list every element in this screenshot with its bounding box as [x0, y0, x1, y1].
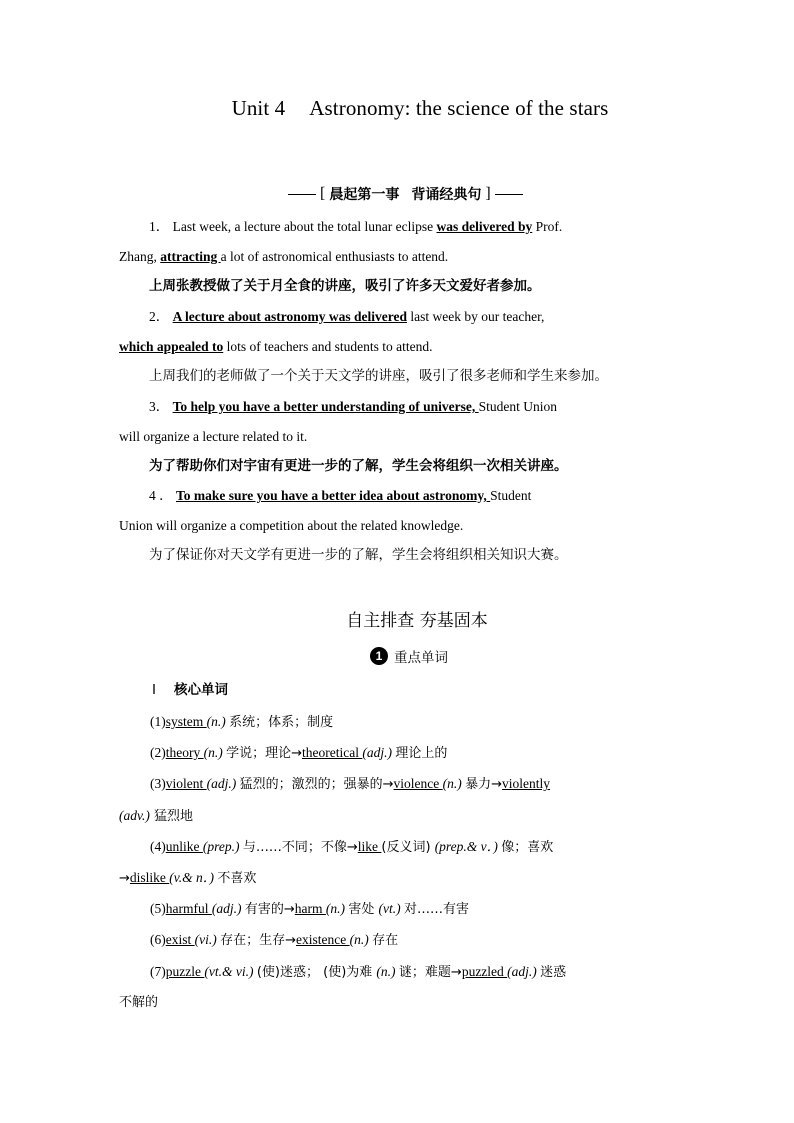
unit-label: Unit 4: [231, 96, 286, 120]
sentence-translation: 上周张教授做了关于月全食的讲座，吸引了许多天文爱好者参加。: [149, 278, 541, 294]
vocab-item-5: (5)harmful (adj.) 有害的→harm (n.) 害处 (vt.) 对……有害: [150, 901, 470, 918]
sentence-answer: was delivered by: [436, 219, 533, 234]
sentence-4: [119, 481, 673, 569]
banner-text-right: 背诵经典句: [411, 187, 482, 203]
vocab-item-4: (4)unlike (prep.) 与……不同；不像→like (反义词) (prep.& v．) 像；喜欢: [150, 838, 554, 855]
vocab-item-7-cont: 不解的: [119, 994, 159, 1010]
banner-dash-left: [288, 194, 316, 195]
sentence-2: [119, 302, 673, 390]
sentence-line: 2． A lecture about astronomy was delivered last week by our teacher,: [149, 309, 545, 324]
sentence-answer: attracting: [160, 249, 221, 264]
sentence-line: Union will organize a competition about the related knowledge.: [119, 518, 464, 533]
sentence-translation: 为了帮助你们对宇宙有更进一步的了解，学生会将组织一次相关讲座。: [149, 458, 568, 474]
sentence-answer: To help you have a better understanding of universe,: [172, 399, 479, 414]
unit-topic: Astronomy: the science of the stars: [309, 96, 609, 120]
banner-bracket-close: ]: [485, 185, 491, 202]
sentence-answer: A lecture about astronomy was delivered: [172, 309, 407, 324]
banner-dash-right: [495, 194, 523, 195]
sentence-line: will organize a lecture related to it.: [119, 429, 308, 444]
banner-text-left: 晨起第一事: [329, 187, 400, 203]
page-title: [0, 96, 794, 121]
sentence-line: which appealed to lots of teachers and students to attend.: [119, 339, 433, 354]
section-title: 自主排查 夯基固本: [346, 611, 488, 631]
vocab-item-4-cont: →dislike (v.& n．) 不喜欢: [119, 869, 257, 886]
vocab-item-3-cont: (adv.) 猛烈地: [119, 807, 193, 824]
sentence-answer: which appealed to: [119, 339, 224, 354]
category-label: 核心单词: [173, 682, 228, 698]
vocab-item-3: (3)violent (adj.) 猛烈的；激烈的；强暴的→violence (n.) 暴力→violently: [150, 776, 551, 793]
category-roman: Ⅰ: [152, 682, 156, 697]
category-heading: [152, 678, 228, 698]
vocab-item-6: (6)exist (vi.) 存在；生存→existence (n.) 存在: [150, 932, 399, 949]
subsection-title: [370, 646, 448, 666]
subsection-label: 重点单词: [394, 650, 448, 666]
sentence-line: 1． Last week, a lecture about the total lunar eclipse was delivered by Prof.: [149, 219, 563, 234]
sentence-translation: 上周我们的老师做了一个关于天文学的讲座，吸引了很多老师和学生来参加。: [149, 368, 608, 384]
vocab-item-1: (1)system (n.) 系统；体系；制度: [150, 714, 334, 730]
sentence-3: [119, 392, 673, 480]
vocab-item-7: (7)puzzle (vt.& vi.) (使)迷惑； (使)为难 (n.) 谜；难题→puzzled (adj.) 迷惑: [150, 963, 567, 980]
sentence-translation: 为了保证你对天文学有更进一步的了解，学生会将组织相关知识大赛。: [149, 547, 568, 563]
sentence-1: [119, 212, 673, 300]
sentence-line: Zhang, attracting a lot of astronomical enthusiasts to attend.: [119, 249, 449, 264]
sentence-answer: To make sure you have a better idea about astronomy,: [176, 488, 491, 503]
sentence-line: 3． To help you have a better understanding of universe, Student Union: [149, 399, 558, 414]
banner-bracket-open: [: [320, 185, 326, 202]
vocab-list: [119, 706, 679, 1018]
section-banner: [288, 184, 588, 204]
number-badge: 1: [370, 647, 388, 665]
sentence-line: 4 ． To make sure you have a better idea about astronomy, Student: [149, 488, 532, 503]
vocab-item-2: (2)theory (n.) 学说；理论→theoretical (adj.) 理论上的: [150, 745, 448, 762]
